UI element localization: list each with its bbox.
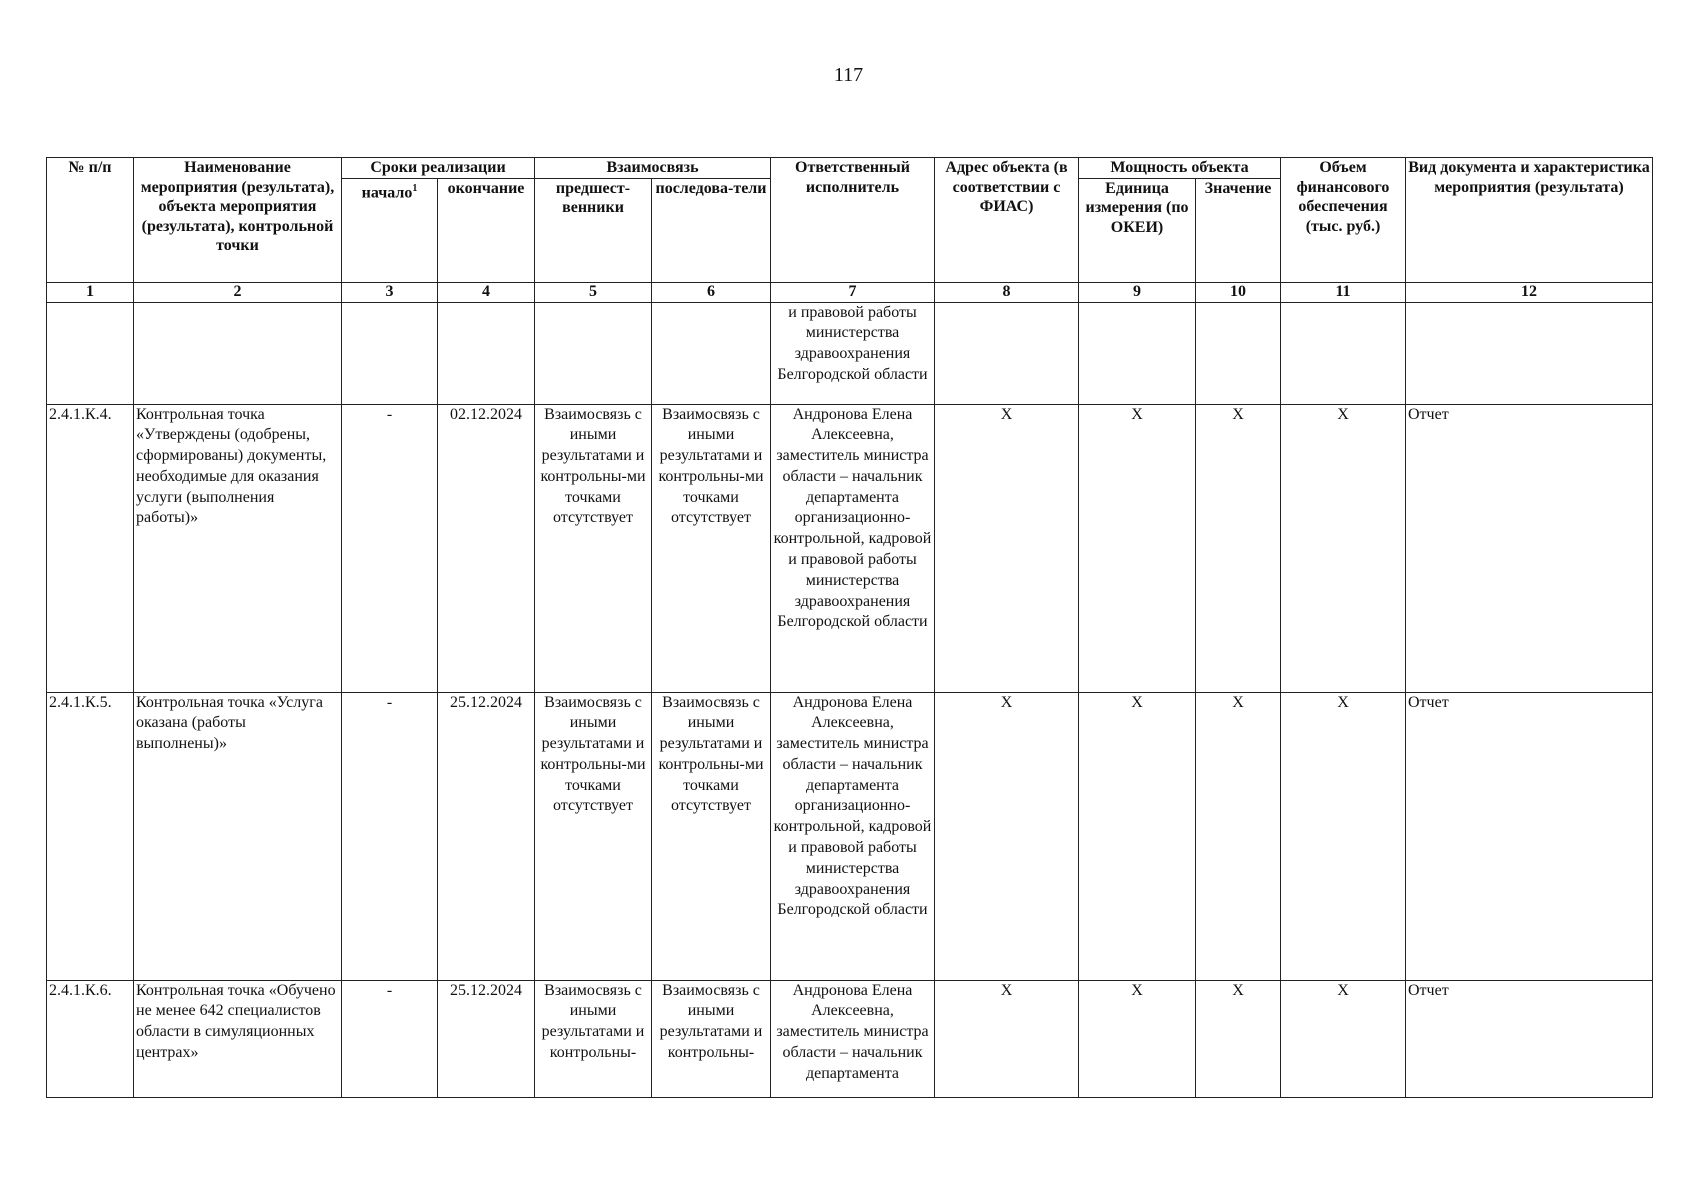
cell-name: Контрольная точка «Утверждены (одобрены, сформированы) документы, необходимые для оказания услуги (выполнения работы)» (134, 404, 342, 692)
header-address: Адрес объекта (в соответствии с ФИАС) (935, 158, 1079, 283)
cell-name: Контрольная точка «Услуга оказана (работы выполнены)» (134, 692, 342, 980)
cell-address: X (935, 980, 1079, 1097)
cell-unit: X (1079, 980, 1196, 1097)
header-name: Наименование мероприятия (результата), объекта мероприятия (результата), контрольной точки (134, 158, 342, 283)
cell-predecessors: Взаимосвязь с иными результатами и контрольны- (535, 980, 652, 1097)
header-unit: Единица измерения (по ОКЕИ) (1079, 178, 1196, 282)
cell-address: X (935, 692, 1079, 980)
header-document: Вид документа и характеристика мероприятия (результата) (1406, 158, 1653, 283)
footnote-mark: 1 (412, 182, 418, 194)
col-number: 2 (134, 282, 342, 302)
cell-unit: X (1079, 404, 1196, 692)
cell-empty (438, 302, 535, 404)
cell-end: 25.12.2024 (438, 980, 535, 1097)
header-finance: Объем финансового обеспечения (тыс. руб.) (1281, 158, 1406, 283)
cell-document: Отчет (1406, 692, 1653, 980)
cell-empty (1281, 302, 1406, 404)
cell-name: Контрольная точка «Обучено не менее 642 специалистов области в симуляционных центрах» (134, 980, 342, 1097)
page-number: 117 (833, 64, 864, 86)
cell-predecessors: Взаимосвязь с иными результатами и контрольны-ми точками отсутствует (535, 692, 652, 980)
col-number: 9 (1079, 282, 1196, 302)
cell-num: 2.4.1.К.4. (47, 404, 134, 692)
continuation-row (47, 302, 1653, 404)
cell-empty (1079, 302, 1196, 404)
header-responsible: Ответственный исполнитель (771, 158, 935, 283)
col-number: 3 (342, 282, 438, 302)
cell-successors: Взаимосвязь с иными результатами и контрольны-ми точками отсутствует (652, 404, 771, 692)
cell-start: - (342, 692, 438, 980)
cell-empty (652, 302, 771, 404)
header-value: Значение (1196, 178, 1281, 282)
table-row (47, 404, 1653, 692)
cell-num: 2.4.1.К.5. (47, 692, 134, 980)
cell-finance: X (1281, 980, 1406, 1097)
col-number: 12 (1406, 282, 1653, 302)
cell-responsible: и правовой работы министерства здравоохранения Белгородской области (771, 302, 935, 404)
header-start (342, 178, 438, 282)
cell-responsible: Андронова Елена Алексеевна, заместитель министра области – начальник департамента организационно-контрольной, кадровой и правовой работы министерства здравоохранения Белгородской области (771, 692, 935, 980)
cell-document: Отчет (1406, 404, 1653, 692)
cell-empty (535, 302, 652, 404)
cell-empty (1196, 302, 1281, 404)
col-number: 4 (438, 282, 535, 302)
cell-start: - (342, 404, 438, 692)
cell-empty (47, 302, 134, 404)
col-number: 1 (47, 282, 134, 302)
cell-finance: X (1281, 692, 1406, 980)
table-row (47, 692, 1653, 980)
cell-address: X (935, 404, 1079, 692)
cell-successors: Взаимосвязь с иными результатами и контрольны- (652, 980, 771, 1097)
col-number: 10 (1196, 282, 1281, 302)
header-row-1 (47, 158, 1653, 179)
cell-num: 2.4.1.К.6. (47, 980, 134, 1097)
col-number: 5 (535, 282, 652, 302)
cell-empty (134, 302, 342, 404)
col-number: 6 (652, 282, 771, 302)
header-power-group: Мощность объекта (1079, 158, 1281, 179)
table-row (47, 980, 1653, 1097)
cell-end: 25.12.2024 (438, 692, 535, 980)
header-start-label: начало (361, 183, 413, 201)
header-num: № п/п (47, 158, 134, 283)
col-number: 11 (1281, 282, 1406, 302)
cell-value: X (1196, 404, 1281, 692)
cell-finance: X (1281, 404, 1406, 692)
cell-start: - (342, 980, 438, 1097)
cell-document: Отчет (1406, 980, 1653, 1097)
cell-end: 02.12.2024 (438, 404, 535, 692)
header-link-group: Взаимосвязь (535, 158, 771, 179)
cell-empty (1406, 302, 1653, 404)
cell-value: X (1196, 692, 1281, 980)
cell-empty (935, 302, 1079, 404)
cell-predecessors: Взаимосвязь с иными результатами и контрольны-ми точками отсутствует (535, 404, 652, 692)
cell-empty (342, 302, 438, 404)
col-number: 7 (771, 282, 935, 302)
header-end: окончание (438, 178, 535, 282)
activity-plan-table (46, 157, 1653, 1098)
col-number: 8 (935, 282, 1079, 302)
header-successors: последова-тели (652, 178, 771, 282)
header-predecessors: предшест-венники (535, 178, 652, 282)
cell-responsible: Андронова Елена Алексеевна, заместитель министра области – начальник департамента организационно-контрольной, кадровой и правовой работы министерства здравоохранения Белгородской области (771, 404, 935, 692)
header-dates-group: Сроки реализации (342, 158, 535, 179)
cell-responsible: Андронова Елена Алексеевна, заместитель министра области – начальник департамента (771, 980, 935, 1097)
cell-successors: Взаимосвязь с иными результатами и контрольны-ми точками отсутствует (652, 692, 771, 980)
cell-unit: X (1079, 692, 1196, 980)
cell-value: X (1196, 980, 1281, 1097)
column-number-row (47, 282, 1653, 302)
